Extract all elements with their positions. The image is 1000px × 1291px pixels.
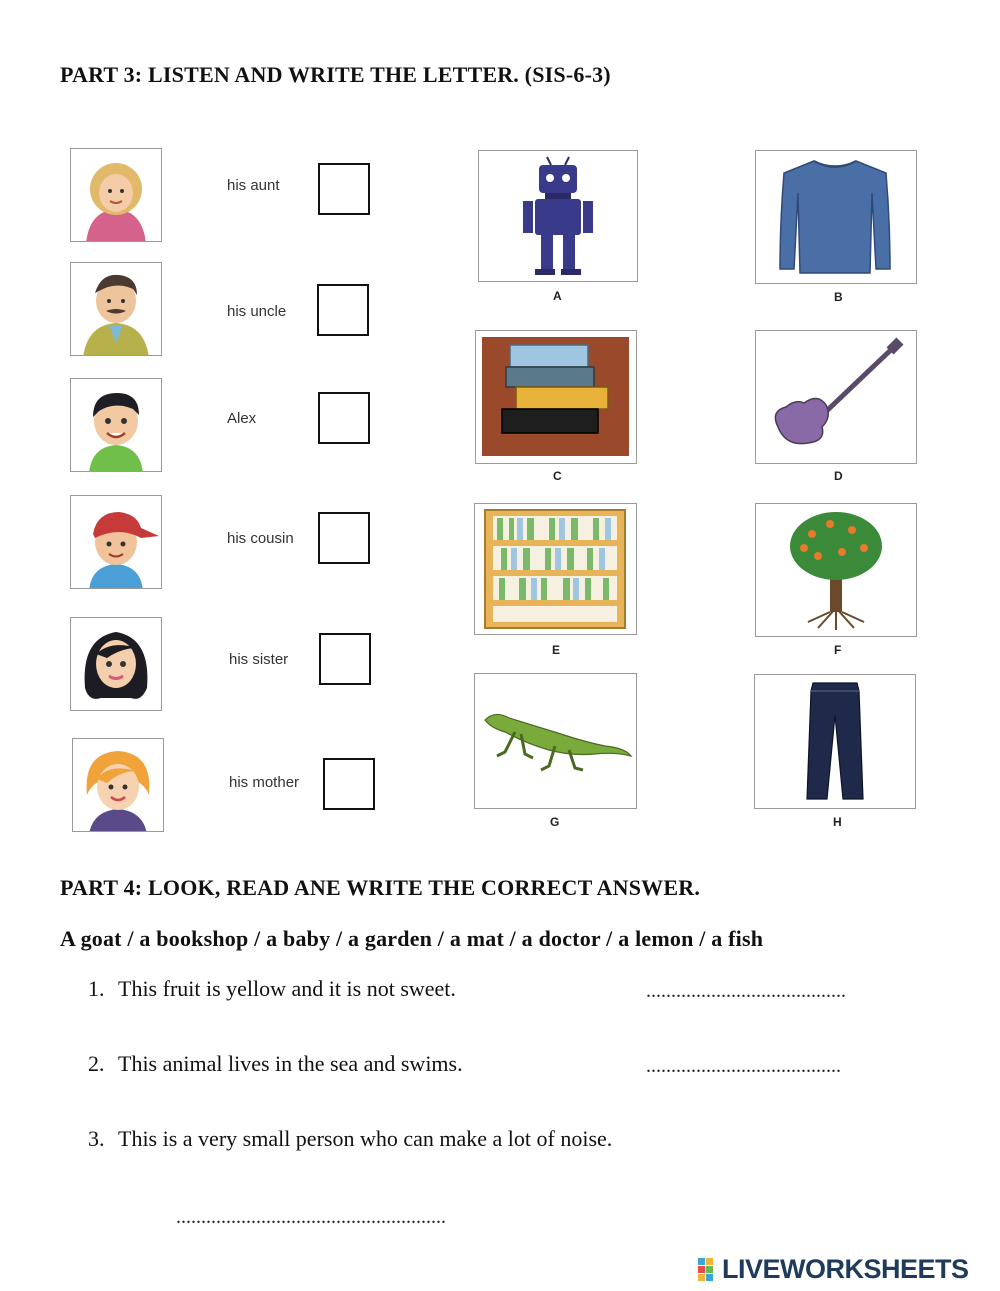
picture-letter-f: F — [834, 643, 842, 657]
answer-box-aunt[interactable] — [318, 163, 370, 215]
word-bank: A goat / a bookshop / a baby / a garden / a mat / a doctor / a lemon / a fish — [60, 926, 764, 951]
picture-letter-h: H — [833, 815, 842, 829]
answer-line-1[interactable]: ........................................ — [646, 980, 846, 1002]
question-number-1: 1. — [88, 976, 105, 1001]
answer-line-2[interactable]: ....................................... — [646, 1055, 841, 1077]
picture-d — [755, 330, 917, 464]
picture-letter-e: E — [552, 643, 561, 657]
question-text-1: This fruit is yellow and it is not sweet. — [118, 976, 456, 1001]
person-label-uncle: his uncle — [227, 303, 287, 320]
picture-h — [754, 674, 916, 809]
answer-box-uncle[interactable] — [317, 284, 369, 336]
mother-portrait — [72, 738, 164, 832]
picture-letter-c: C — [553, 469, 562, 483]
answer-line-3[interactable]: ...................................................... — [176, 1206, 446, 1228]
robot-icon — [479, 151, 636, 280]
part3-heading: PART 3: LISTEN AND WRITE THE LETTER. (SIS-6-3) — [60, 62, 611, 87]
picture-letter-d: D — [834, 469, 843, 483]
answer-box-cousin[interactable] — [318, 512, 370, 564]
answer-box-alex[interactable] — [318, 392, 370, 444]
trousers-icon — [755, 675, 914, 807]
lizard-icon — [475, 674, 635, 807]
bookshelf-icon — [475, 504, 635, 633]
aunt-portrait — [70, 148, 162, 242]
liveworksheets-logo-text: LIVEWORKSHEETS — [722, 1254, 969, 1284]
liveworksheets-logo-icon — [698, 1258, 722, 1282]
picture-letter-g: G — [550, 815, 560, 829]
sister-portrait — [70, 617, 162, 711]
guitar-icon — [756, 331, 915, 462]
picture-f — [755, 503, 917, 637]
person-label-mother: his mother — [229, 774, 300, 791]
person-label-aunt: his aunt — [227, 177, 280, 194]
books-icon — [476, 331, 635, 462]
picture-b — [755, 150, 917, 284]
person-label-alex: Alex — [227, 410, 257, 427]
question-number-2: 2. — [88, 1051, 105, 1076]
cousin-portrait — [70, 495, 162, 589]
picture-e — [474, 503, 637, 635]
picture-a — [478, 150, 638, 282]
answer-box-mother[interactable] — [323, 758, 375, 810]
person-label-sister: his sister — [229, 651, 289, 668]
answer-box-sister[interactable] — [319, 633, 371, 685]
question-text-2: This animal lives in the sea and swims. — [118, 1051, 463, 1076]
picture-letter-a: A — [553, 289, 562, 303]
uncle-portrait — [70, 262, 162, 356]
part4-heading: PART 4: LOOK, READ ANE WRITE THE CORRECT ANSWER. — [60, 875, 701, 900]
question-text-3: This is a very small person who can make a lot of noise. — [118, 1126, 613, 1151]
question-number-3: 3. — [88, 1126, 105, 1151]
sweater-icon — [756, 151, 915, 282]
picture-c — [475, 330, 637, 464]
person-label-cousin: his cousin — [227, 530, 294, 547]
picture-letter-b: B — [834, 290, 843, 304]
alex-portrait — [70, 378, 162, 472]
tree-icon — [756, 504, 915, 635]
picture-g — [474, 673, 637, 809]
